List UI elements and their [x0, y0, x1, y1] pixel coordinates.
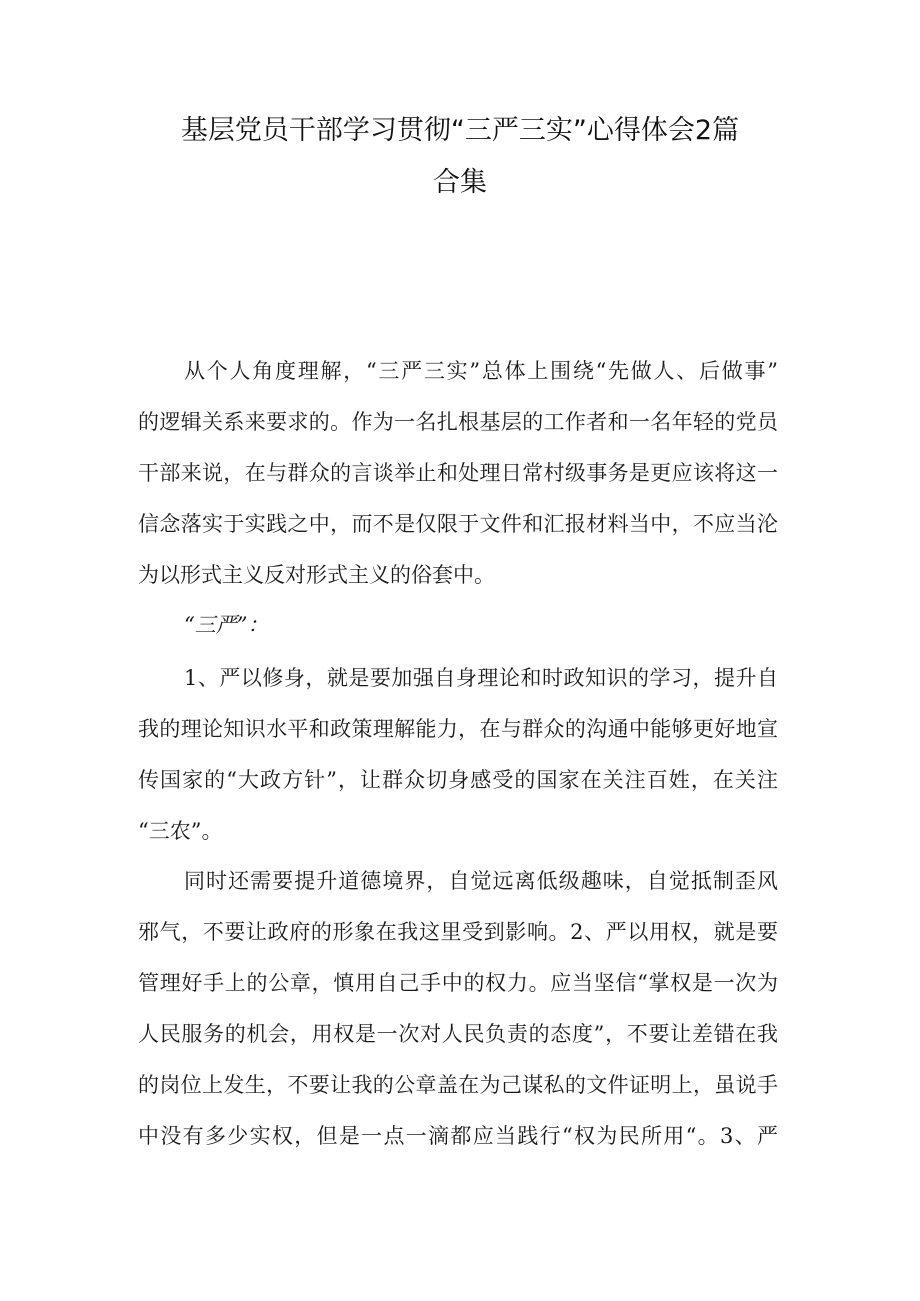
- paragraph-3-line: 人民服务的机会，用权是一次对人民负责的态度”，不要让差错在我: [138, 1022, 778, 1046]
- paragraph-3-line: 中没有多少实权，但是一点一滴都应当践行“权为民所用“。3、严: [138, 1124, 778, 1148]
- section-heading-san-yan: “三严”：: [184, 613, 269, 637]
- paragraph-1-line: 为以形式主义反对形式主义的俗套中。: [138, 563, 495, 587]
- paragraph-2: [138, 653, 778, 857]
- paragraph-3-line: 同时还需要提升道德境界，自觉远离低级趣味，自觉抵制歪风: [184, 869, 778, 893]
- paragraph-2-line: 传国家的“大政方针”，让群众切身感受的国家在关注百姓，在关注: [138, 768, 778, 792]
- paragraph-3: [138, 856, 778, 1162]
- paragraph-3-line: 邪气，不要让政府的形象在我这里受到影响。2、严以用权，就是要: [138, 920, 778, 944]
- paragraph-2-line: 1、严以修身，就是要加强自身理论和时政知识的学习，提升自: [184, 666, 778, 690]
- document-title-line-1: 基层党员干部学习贯彻“三严三实”心得体会2篇: [180, 115, 740, 146]
- paragraph-1: [138, 346, 778, 601]
- paragraph-3-line: 管理好手上的公章，慎用自己手中的权力。应当坚信“掌权是一次为: [138, 971, 778, 995]
- paragraph-1-line: 干部来说，在与群众的言谈举止和处理日常村级事务是更应该将这一: [138, 461, 778, 485]
- paragraph-2-line: 我的理论知识水平和政策理解能力，在与群众的沟通中能够更好地宣: [138, 717, 778, 741]
- paragraph-1-line: 信念落实于实践之中，而不是仅限于文件和汇报材料当中，不应当沦: [138, 512, 778, 536]
- paragraph-1-line: 的逻辑关系来要求的。作为一名扎根基层的工作者和一名年轻的党员: [138, 410, 778, 434]
- paragraph-2-line: “三农”。: [138, 819, 223, 843]
- paragraph-1-line: 从个人角度理解，“三严三实”总体上围绕“先做人、后做事”: [184, 359, 778, 383]
- document-title-line-2: 合集: [433, 167, 487, 198]
- paragraph-3-line: 的岗位上发生，不要让我的公章盖在为己谋私的文件证明上，虽说手: [138, 1073, 778, 1097]
